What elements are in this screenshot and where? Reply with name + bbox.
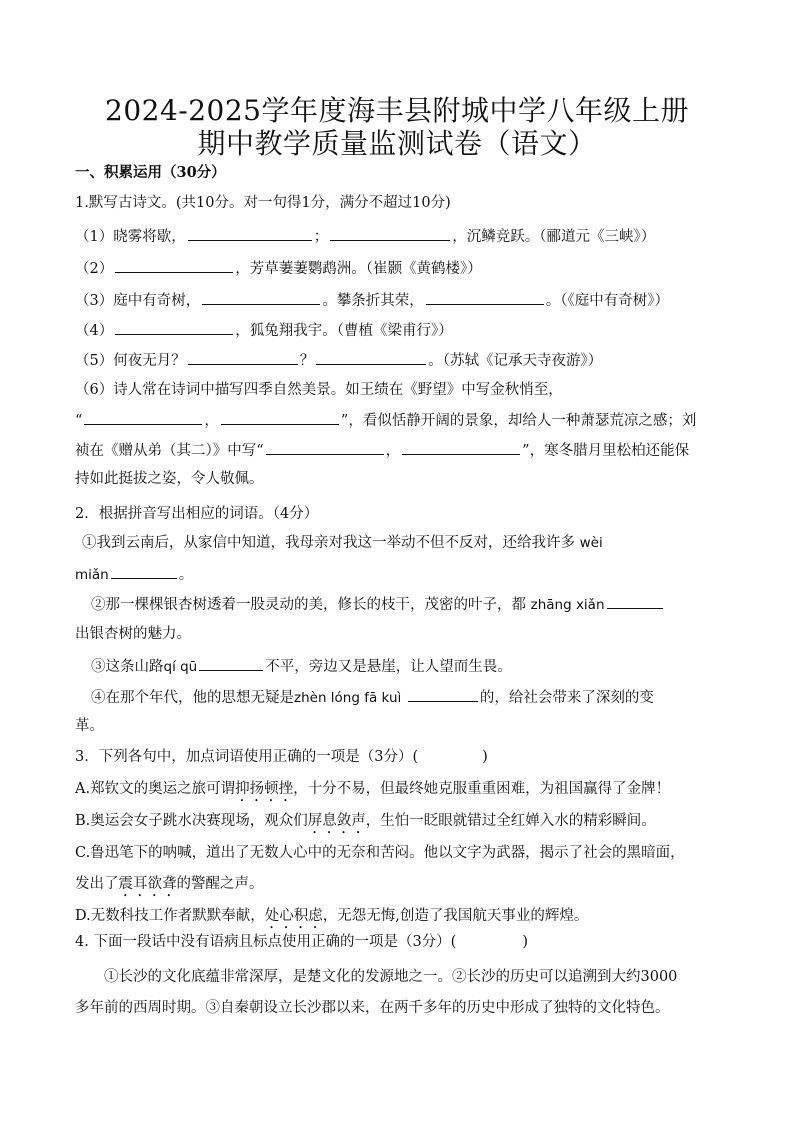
answer-blank[interactable] bbox=[316, 349, 426, 365]
q3-option-b: B.奥运会女子跳水决赛现场，观众们屏息敛声，生怕一眨眼就错过全红婵入水的精彩瞬间。 bbox=[75, 813, 656, 829]
q1-item1: （1）晓雾将歇， ； ，沉鳞竞跃。（郦道元《三峡》） bbox=[75, 225, 655, 247]
q2-item4-line2: 革。 bbox=[75, 718, 104, 734]
q1-item2: （2） ，芳草萋萋鹦鹉洲。（崔颢《黄鹤楼》） bbox=[75, 257, 482, 279]
q2-item1-line2: miǎn 。 bbox=[75, 563, 193, 585]
answer-blank[interactable] bbox=[330, 225, 450, 241]
exam-title-line1: 2024-2025学年度海丰县附城中学八年级上册 bbox=[105, 94, 689, 127]
answer-blank[interactable] bbox=[115, 257, 233, 273]
q1-item6: （6）诗人常在诗词中描写四季自然美景。如王绩在《野望》中写金秋悄至， bbox=[75, 382, 563, 398]
q1-stem: 1.默写古诗文。(共10分。对一句得1分，满分不超过10分) bbox=[75, 195, 451, 211]
q4-passage-line1: ①长沙的文化底蕴非常深厚，是楚文化的发源地之一。②长沙的历史可以追溯到大约3000 bbox=[104, 969, 678, 985]
exam-title-line2: 期中教学质量监测试卷（语文） bbox=[197, 127, 597, 160]
q1-item4: （4） ，狐兔翔我宇。（曹植《梁甫行》） bbox=[75, 319, 453, 341]
q2-item2-line2: 出银杏树的魅力。 bbox=[75, 626, 191, 642]
answer-blank[interactable] bbox=[188, 225, 312, 241]
answer-blank[interactable] bbox=[188, 349, 298, 365]
q4-stem: 4. 下面一段话中没有语病且标点使用正确的一项是（3分）( ) bbox=[75, 934, 528, 950]
q3-option-c: C.鲁迅笔下的呐喊，道出了无数人心中的无奈和苦闷。他以文字为武器，揭示了社会的黑暗面， bbox=[75, 845, 685, 861]
answer-blank[interactable] bbox=[84, 409, 202, 425]
q2-item1: ①我到云南后，从家信中知道，我母亲对我这一举动不但不反对，还给我许多 wèi bbox=[82, 535, 603, 551]
q2-item3: ③这条山路qí qū 不平，旁边又是悬崖，让人望而生畏。 bbox=[91, 655, 512, 677]
answer-blank[interactable] bbox=[202, 289, 320, 305]
answer-blank[interactable] bbox=[408, 686, 478, 702]
q1-item6-line4: 持如此挺拔之姿，令人敬佩。 bbox=[75, 471, 264, 487]
q3-option-c-line2: 发出了震耳欲聋的警醒之声。 bbox=[75, 876, 264, 892]
answer-blank[interactable] bbox=[426, 289, 544, 305]
q3-option-d: D.无数科技工作者默默奉献，处心积虑，无怨无悔,创造了我国航天事业的辉煌。 bbox=[75, 908, 589, 924]
q1-item3: （3）庭中有奇树， 。攀条折其荣， 。（《庭中有奇树》） bbox=[75, 289, 669, 311]
q1-item6-line3: 祯在《赠从弟（其二）》中写“ ， ”，寒冬腊月里松柏还能保 bbox=[75, 439, 689, 461]
q1-item5: （5）何夜无月？ ？ 。（苏轼《记承天寺夜游》） bbox=[75, 349, 602, 371]
q3-option-a: A.郑钦文的奥运之旅可谓抑扬顿挫，十分不易，但最终她克服重重困难，为祖国赢得了金牌！ bbox=[75, 781, 671, 797]
q2-stem: 2．根据拼音写出相应的词语。（4分） bbox=[75, 506, 319, 522]
q4-passage-line2: 多年前的西周时期。③自秦朝设立长沙郡以来，在两千多年的历史中形成了独特的文化特色。 bbox=[75, 1000, 670, 1016]
answer-blank[interactable] bbox=[111, 563, 177, 579]
q3-stem: 3．下列各句中，加点词语使用正确的一项是（3分）( ) bbox=[75, 749, 488, 765]
answer-blank[interactable] bbox=[266, 439, 384, 455]
answer-blank[interactable] bbox=[199, 655, 263, 671]
answer-blank[interactable] bbox=[607, 593, 663, 609]
section-heading: 一、积累运用（30分） bbox=[75, 164, 226, 181]
answer-blank[interactable] bbox=[402, 439, 520, 455]
q2-item2: ②那一棵棵银杏树透着一股灵动的美，修长的枝干，茂密的叶子，都 zhāng xiǎn bbox=[91, 593, 665, 615]
answer-blank[interactable] bbox=[115, 319, 233, 335]
q2-item4: ④在那个年代，他的思想无疑是zhèn lóng fā kuì 的，给社会带来了深刻的变 bbox=[91, 686, 654, 708]
answer-blank[interactable] bbox=[221, 409, 339, 425]
q1-item6-line2: “ ， ”，看似恬静开阔的景象，却给人一种萧瑟荒凉之感；刘 bbox=[75, 409, 696, 431]
